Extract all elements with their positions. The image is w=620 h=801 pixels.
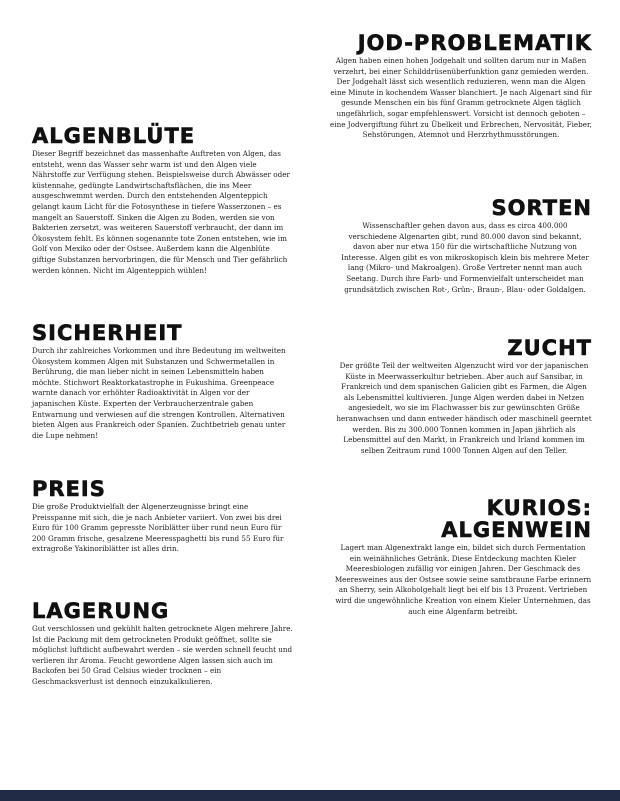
section-text: Wissenschaftler gehen davon aus, dass es circa 400.000 verschiedene Algenarten gibt, rund 80.000 davon sind bekannt, davon aber nur etwa 150 für die wirtschaftliche Nutzung von Interesse. Algen gibt es von mikroskopisch klein bis mehrere Meter lang (Mikro- und Makroalgen). Große Vertreter nennt man auch Seetang. Durch ihre Farb- und Formenvielfalt unterscheidet man grundsätzlich zwischen Rot-, Grün-, Braun-, Blau- oder Goldalgen. bbox=[341, 221, 589, 294]
section-title: LAGERUNG bbox=[32, 599, 170, 623]
section-text: Gut verschlossen und gekühlt halten getrocknete Algen mehrere Jahre. Ist die Packung mit dem getrockneten Produkt geöffnet, sollte sie möglichst luftdicht aufbewahrt werden – sie werden schnell feucht und verlieren ihr Aroma. Feucht gewordene Algen lassen sich auch im Backofen bei 50 Grad Celsius wieder trocknen – ein Geschmacksverlust ist dennoch einzukalkulieren. bbox=[32, 624, 293, 686]
section-zucht bbox=[336, 337, 592, 456]
section-title: SICHERHEIT bbox=[32, 321, 183, 345]
section-text: Der größte Teil der weltweiten Algenzucht wird vor der japanischen Küste in Meerwasserkultur betrieben. Aber auch auf Sansibar, in Frankreich und dem spanischen Galicien gibt es Farmen, die Algen als Lebensmittel kultivieren. Junge Algen werden dabei in Netzen angesiedelt, wo sie im Flachwasser bis zur gewünschten Größe heranwachsen und dann entweder händisch oder maschinell geerntet werden. Bis zu 300.000 Tonnen kommen in Japan jährlich als Lebensmittel auf den Markt, in Frankreich und Irland kommen im selben Zeitraum rund 1000 Tonnen Algen auf den Teller. bbox=[336, 361, 592, 455]
section-text: Die große Produktvielfalt der Algenerzeugnisse bringt eine Preisspanne mit sich, die je nach Anbieter variiert. Von zwei bis drei Euro für 100 Gramm gepresste Noriblätter über rund neun Euro für 200 Gramm frische, gesalzene Meeresspaghetti bis rund 55 Euro für extragroße Yakinoriblätter ist alles drin. bbox=[32, 502, 284, 554]
section-preis bbox=[32, 478, 294, 555]
section-text: Durch ihr zahlreiches Vorkommen und ihre Bedeutung im weltweiten Ökosystem kommen Algen mit Substanzen und Schwermetallen in Berührung, die man lieber nicht in seinen Lebensmitteln haben möchte. Stichwort Reaktorkatastrophe in Fukushima. Greenpeace warnte danach vor erhöhter Radioaktivität in Algen vor der japanischen Küste. Experten der Verbraucherzentrale gaben Entwarnung und verwiesen auf die strengen Kontrollen. Alternativen bieten Algen aus Frankreich oder Spanien. Zuchtbetrieb genau unter die Lupe nehmen! bbox=[32, 346, 286, 440]
section-title: SORTEN bbox=[491, 196, 592, 220]
section-jod-problematik bbox=[330, 32, 592, 141]
section-algenbluete bbox=[32, 125, 294, 276]
section-sorten bbox=[338, 197, 592, 295]
section-title: ALGENBLÜTE bbox=[32, 124, 196, 148]
section-text: Lagert man Algenextrakt lange ein, bildet sich durch Fermentation ein weinähnliches Getränk. Diese Entdeckung machten Kieler Meeresbiologen zufällig vor einigen Jahren. Der Geschmack des Meeresweines aus der Ostsee sowie seine samtbraune Farbe erinnern an Sherry, sein Alkoholgehalt liegt bei elf bis 13 Prozent. Vertrieben wird die ungewöhnliche Kreation von einem Kieler Unternehmen, das auch eine Algenfarm betreibt. bbox=[334, 543, 592, 616]
section-kurios-algenwein bbox=[334, 497, 592, 617]
section-title: ZUCHT bbox=[507, 336, 592, 360]
section-title: PREIS bbox=[32, 477, 106, 501]
section-sicherheit bbox=[32, 322, 294, 441]
section-title: KURIOS: ALGENWEIN bbox=[441, 496, 592, 542]
section-title: JOD-PROBLEMATIK bbox=[357, 31, 592, 55]
section-text: Algen haben einen hohen Jodgehalt und sollten darum nur in Maßen verzehrt, bei einer Schilddrüsenüberfunktion ganz gemieden werden. Der Jodgehalt lässt sich wesentlich reduzieren, wenn man die Algen eine Minute in kochendem Wasser blanchiert. Je nach Algenart sind für gesunde Menschen ein bis fünf Gramm getrocknete Algen täglich ungefährlich, sogar empfehlenswert. Vorsicht ist dennoch geboten – eine Jodvergiftung führt zu Übelkeit und Erbrechen, Nervosität, Fieber, Sehstörungen, Atemnot und Herzrhythmusstörungen. bbox=[330, 56, 592, 140]
section-lagerung bbox=[32, 600, 294, 688]
section-text: Dieser Begriff bezeichnet das massenhafte Auftreten von Algen, das entsteht, wenn das Wasser sehr warm ist und den Algen viele Nährstoffe zur Verfügung stehen. Beispielsweise durch Abwässer oder küstennahe, gedüngte Landwirtschaftsflächen, die ins Meer ausgeschwemmt werden. Durch den entstehenden Algenteppich gelangt kaum Licht für die Fotosynthese in tiefere Wasserzonen – es mangelt an Sauerstoff. Sinken die Algen zu Boden, werden sie von Bakterien zersetzt, was weiteren Sauerstoff verbraucht, der dann im Ökosystem fehlt. Es können sogenannte tote Zonen entstehen, wie im Golf von Mexiko oder der Ostsee. Außerdem kann die Algenblüte giftige Substanzen hervorbringen, die für Mensch und Tier gefährlich werden können. Nicht im Algenteppich wühlen! bbox=[32, 149, 290, 275]
bottom-bar-decoration bbox=[0, 790, 620, 801]
